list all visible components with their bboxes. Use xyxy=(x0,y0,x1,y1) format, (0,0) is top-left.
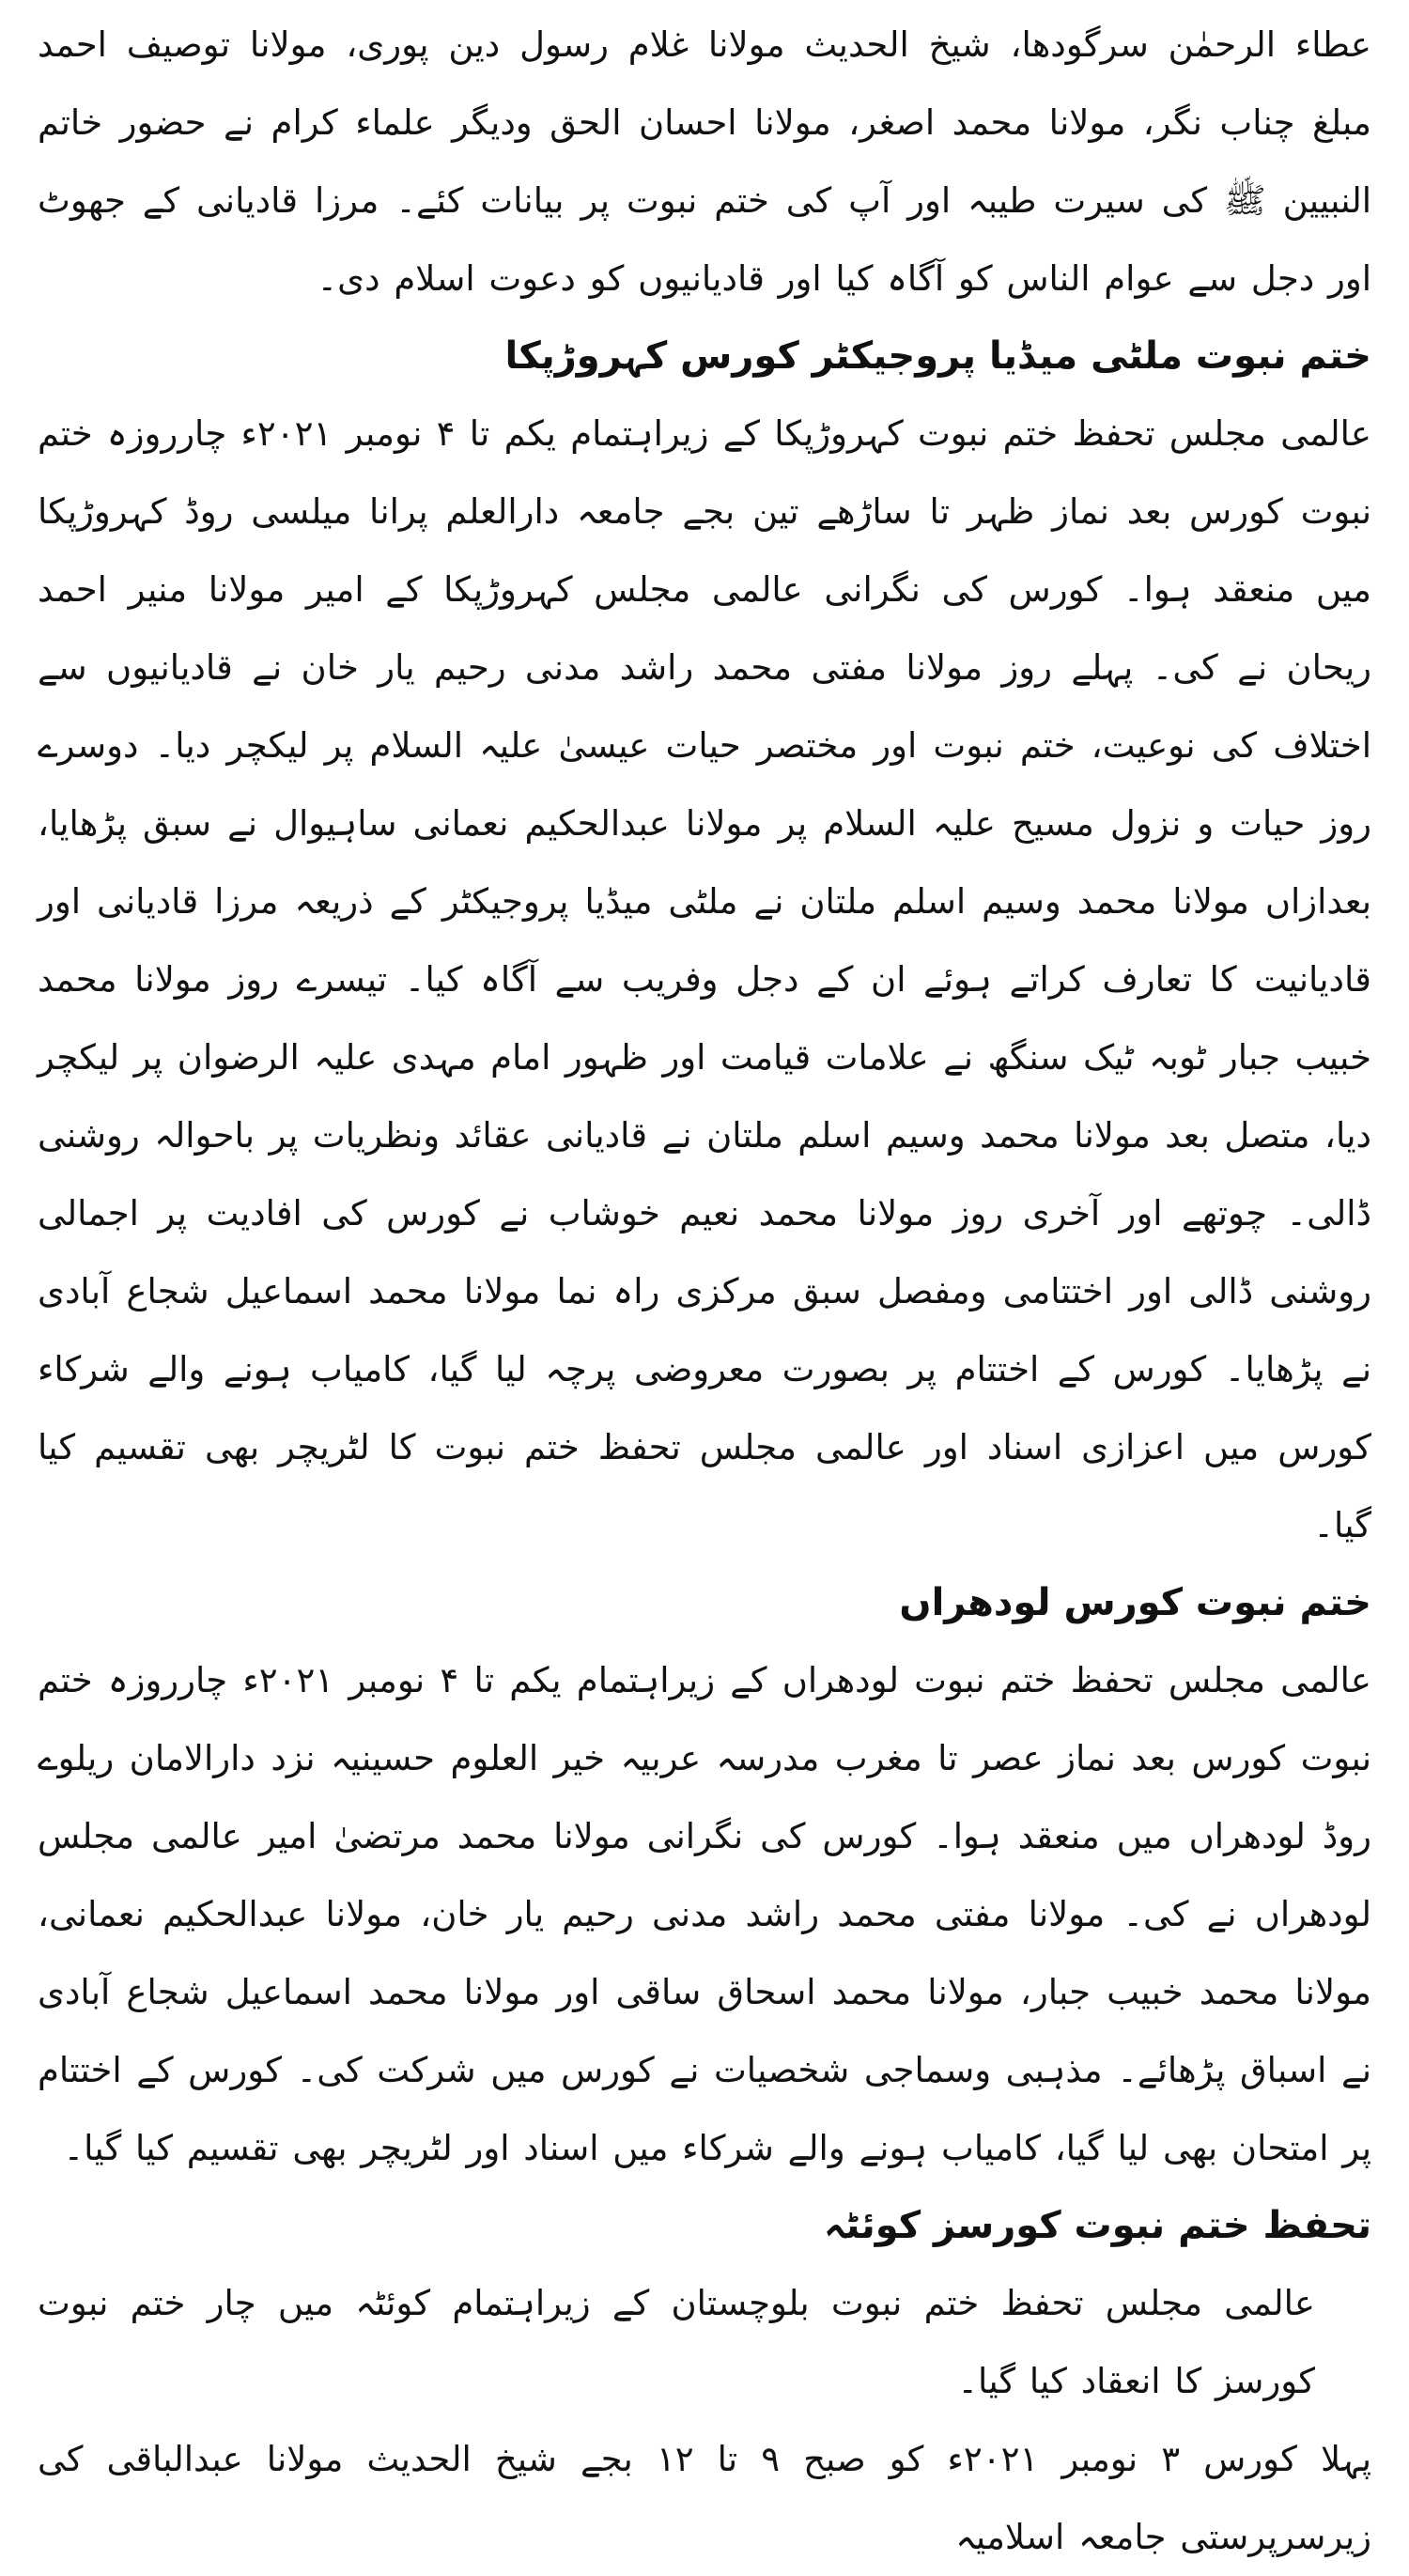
section-body-kahror-pakka: عالمی مجلس تحفظ ختم نبوت کہروڑپکا کے زیراہتمام یکم تا ۴ نومبر ۲۰۲۱ء چارروزہ ختم نبوت کورس بعد نماز ظہر تا ساڑھے تین بجے جامعہ دارالعلم پرانا میلسی روڈ کہروڑپکا میں منعقد ہوا۔ کورس کی نگرانی عالمی مجلس کہروڑپکا کے امیر مولانا منیر احمد ریحان نے کی۔ پہلے روز مولانا مفتی محمد راشد مدنی رحیم یار خان نے قادیانیوں سے اختلاف کی نوعیت، ختم نبوت اور مختصر حیات عیسیٰ علیہ السلام پر لیکچر دیا۔ دوسرے روز حیات و نزول مسیح علیہ السلام پر مولانا عبدالحکیم نعمانی ساہیوال نے سبق پڑھایا، بعدازاں مولانا محمد وسیم اسلم ملتان نے ملٹی میڈیا پروجیکٹر کے ذریعہ مرزا قادیانی اور قادیانیت کا تعارف کراتے ہوئے ان کے دجل وفریب سے آگاہ کیا۔ تیسرے روز مولانا محمد خبیب جبار ٹوبہ ٹیک سنگھ نے علامات قیامت اور ظہور امام مہدی علیہ الرضوان پر لیکچر دیا، متصل بعد مولانا محمد وسیم اسلم ملتان نے قادیانی عقائد ونظریات پر باحوالہ روشنی ڈالی۔ چوتھے اور آخری روز مولانا محمد نعیم خوشاب نے کورس کی افادیت پر اجمالی روشنی ڈالی اور اختتامی ومفصل سبق مرکزی راہ نما مولانا محمد اسماعیل شجاع آبادی نے پڑھایا۔ کورس کے اختتام پر بصورت معروضی پرچہ لیا گیا، کامیاب ہونے والے شرکاء کورس میں اعزازی اسناد اور عالمی مجلس تحفظ ختم نبوت کا لٹریچر بھی تقسیم کیا گیا۔ xyxy=(38,413,1371,1545)
intro-paragraph: عطاء الرحمٰن سرگودھا، شیخ الحدیث مولانا غلام رسول دین پوری، مولانا توصیف احمد مبلغ چناب نگر، مولانا محمد اصغر، مولانا احسان الحق ودیگر علماء کرام نے حضور خاتم النبیین ﷺ کی سیرت طیبہ اور آپ کی ختم نبوت پر بیانات کئے۔ مرزا قادیانی کے جھوٹ اور دجل سے عوام الناس کو آگاہ کیا اور قادیانیوں کو دعوت اسلام دی۔ xyxy=(38,24,1371,299)
section-heading-lodhran: ختم نبوت کورس لودھراں xyxy=(899,1581,1371,1624)
section-heading-quetta: تحفظ ختم نبوت کورسز کوئٹہ xyxy=(823,2204,1371,2247)
section-body-lodhran: عالمی مجلس تحفظ ختم نبوت لودھراں کے زیراہتمام یکم تا ۴ نومبر ۲۰۲۱ء چارروزہ ختم نبوت کورس بعد نماز عصر تا مغرب مدرسہ عربیہ خیر العلوم حسینیہ نزد دارالامان ریلوے روڈ لودھراں میں منعقد ہوا۔ کورس کی نگرانی مولانا محمد مرتضیٰ امیر عالمی مجلس لودھراں نے کی۔ مولانا مفتی محمد راشد مدنی رحیم یار خان، مولانا عبدالحکیم نعمانی، مولانا محمد خبیب جبار، مولانا محمد اسحاق ساقی اور مولانا محمد اسماعیل شجاع آبادی نے اسباق پڑھائے۔ مذہبی وسماجی شخصیات نے کورس میں شرکت کی۔ کورس کے اختتام پر امتحان بھی لیا گیا، کامیاب ہونے والے شرکاء میں اسناد اور لٹریچر بھی تقسیم کیا گیا۔ xyxy=(38,1660,1371,2168)
section-body-quetta-first: عالمی مجلس تحفظ ختم نبوت بلوچستان کے زیراہتمام کوئٹہ میں چار ختم نبوت کورسز کا انعقاد کیا گیا۔ xyxy=(38,2283,1315,2401)
section-body-quetta-second: پہلا کورس ۳ نومبر ۲۰۲۱ء کو صبح ۹ تا ۱۲ بجے شیخ الحدیث مولانا عبدالباقی کی زیرسرپرستی جامعہ اسلامیہ xyxy=(38,2439,1371,2557)
section-heading-kahror-pakka: ختم نبوت ملٹی میڈیا پروجیکٹر کورس کہروڑپکا xyxy=(504,334,1371,378)
